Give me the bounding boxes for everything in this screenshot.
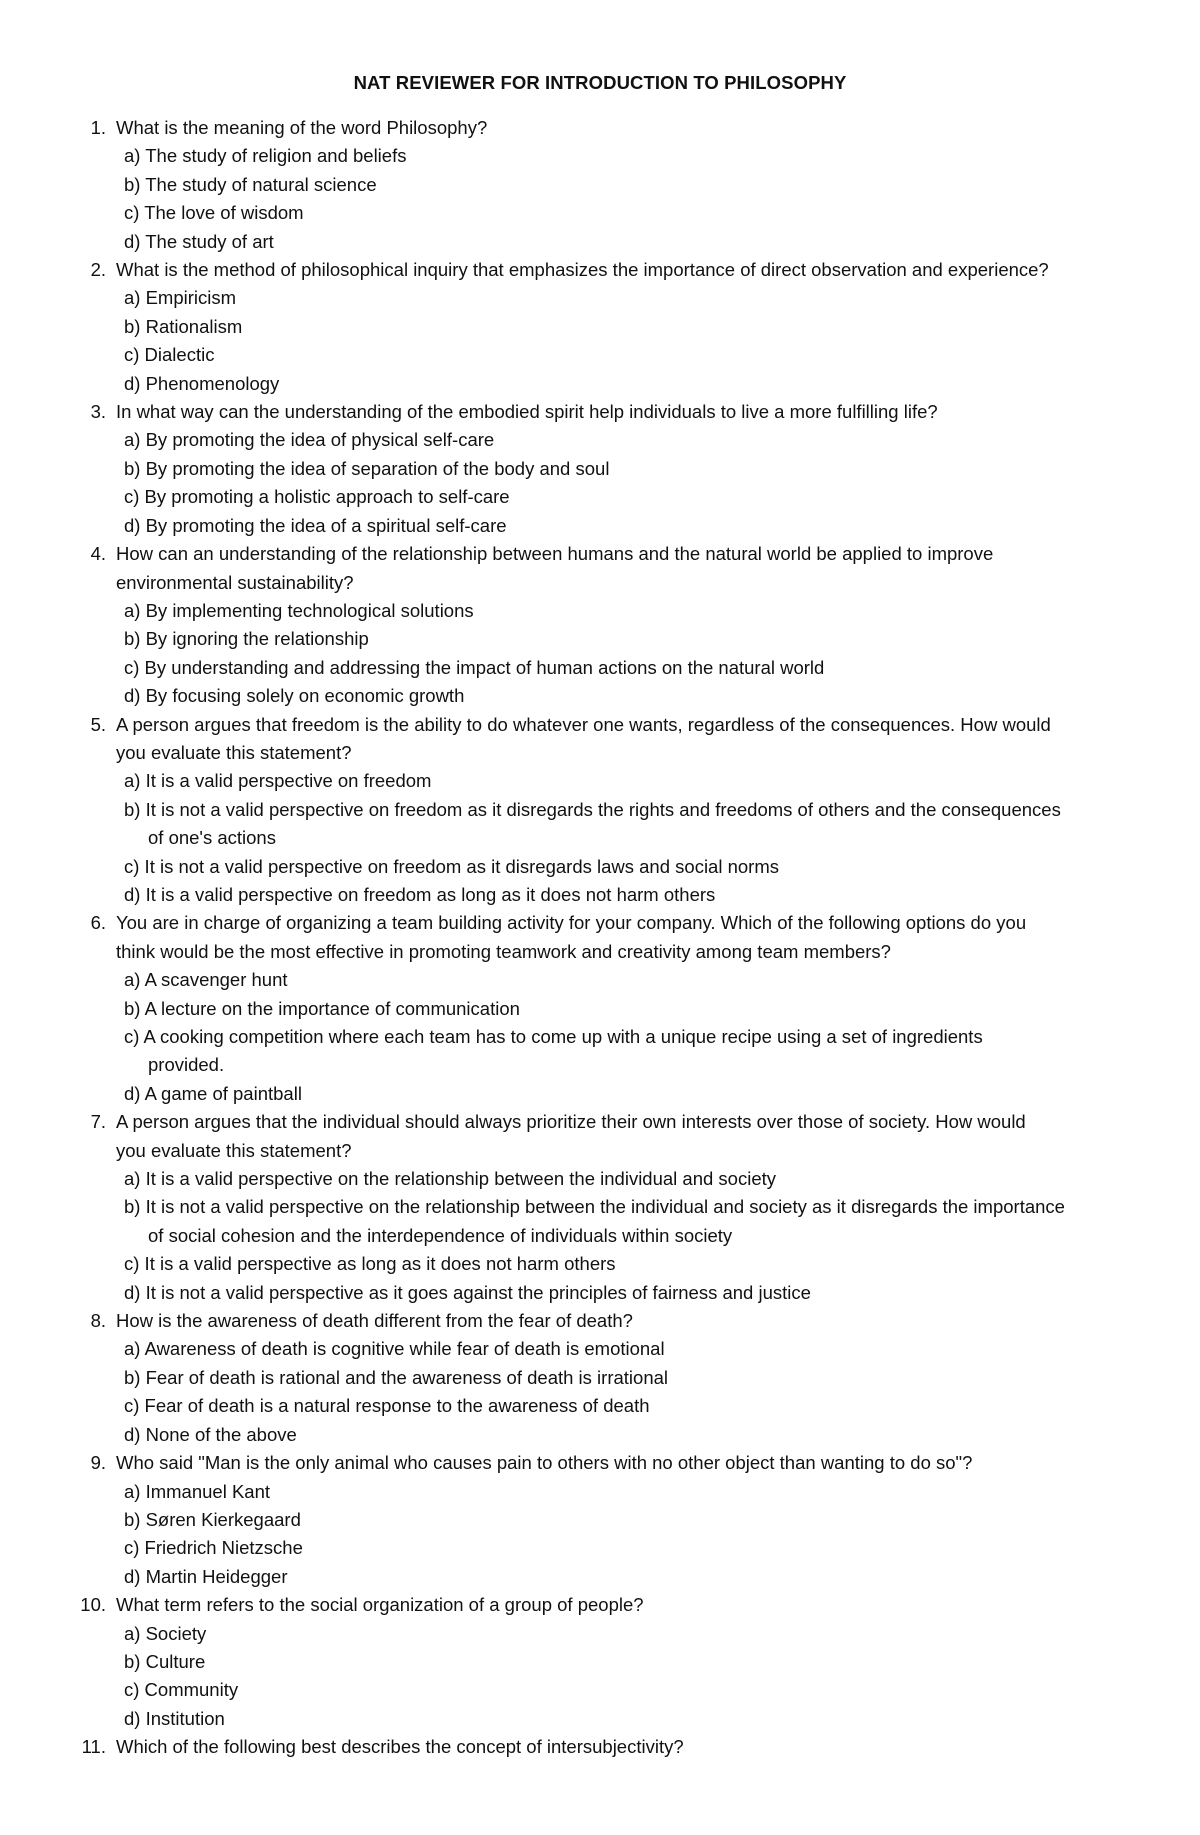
question-number: 5. <box>90 713 106 735</box>
question-text-line: A person argues that the individual should always prioritize their own interests over those of society. How would <box>116 1111 1026 1133</box>
question-text: Which of the following best describes the concept of intersubjectivity? <box>116 1736 684 1758</box>
question-number: 7. <box>90 1111 106 1133</box>
option-b: b) By promoting the idea of separation of the body and soul <box>124 457 610 479</box>
option-c: c) By promoting a holistic approach to self-care <box>124 486 510 508</box>
option-b: b) Fear of death is rational and the awareness of death is irrational <box>124 1366 669 1388</box>
option-c <box>124 1023 1146 1080</box>
option-d: d) A game of paintball <box>124 1082 302 1104</box>
option-a: a) By promoting the idea of physical self-care <box>124 429 495 451</box>
question-number: 3. <box>90 401 106 423</box>
question-8 <box>66 1307 1146 1335</box>
question-number: 10. <box>80 1594 106 1616</box>
option-b <box>124 796 1146 853</box>
question-3 <box>66 398 1146 426</box>
option-a: a) By implementing technological solutions <box>124 599 474 621</box>
question-9 <box>66 1449 1146 1477</box>
question-text <box>106 540 1136 597</box>
option-a: a) The study of religion and beliefs <box>124 145 407 167</box>
option-a: a) It is a valid perspective on the relationship between the individual and society <box>124 1168 776 1190</box>
question-text <box>106 909 1136 966</box>
question-text: What is the method of philosophical inquiry that emphasizes the importance of direct observation and experience? <box>116 259 1049 281</box>
option-line: of social cohesion and the interdependence of individuals within society <box>148 1224 733 1246</box>
option-c: c) By understanding and addressing the impact of human actions on the natural world <box>124 656 825 678</box>
question-number: 6. <box>90 912 106 934</box>
question-text <box>106 711 1136 768</box>
option-line: b) It is not a valid perspective on freedom as it disregards the rights and freedoms of others and the consequences <box>124 798 1061 820</box>
document-title: NAT REVIEWER FOR INTRODUCTION TO PHILOSOPHY <box>353 72 847 93</box>
question-text <box>106 1108 1136 1165</box>
option-c: c) The love of wisdom <box>124 202 304 224</box>
question-number: 1. <box>90 117 106 138</box>
question-6 <box>66 909 1146 966</box>
question-7 <box>66 1108 1146 1165</box>
option-d: d) By focusing solely on economic growth <box>124 685 465 707</box>
question-4 <box>66 540 1146 597</box>
option-c: c) Friedrich Nietzsche <box>124 1537 303 1559</box>
question-list <box>66 114 1146 1762</box>
question-number: 9. <box>90 1452 106 1474</box>
question-1 <box>66 114 1146 142</box>
option-d: d) None of the above <box>124 1423 297 1445</box>
question-number: 11. <box>81 1736 106 1758</box>
option-a: a) It is a valid perspective on freedom <box>124 770 432 792</box>
question-5 <box>66 711 1146 768</box>
option-d: d) It is not a valid perspective as it goes against the principles of fairness and justice <box>124 1281 811 1303</box>
option-d: d) It is a valid perspective on freedom as long as it does not harm others <box>124 883 716 905</box>
option-c: c) It is a valid perspective as long as it does not harm others <box>124 1253 616 1275</box>
option-b: b) Søren Kierkegaard <box>124 1508 301 1530</box>
option-b: b) The study of natural science <box>124 173 377 195</box>
option-line: provided. <box>148 1054 225 1076</box>
question-text-line: How can an understanding of the relationship between humans and the natural world be applied to improve <box>116 543 994 565</box>
option-d: d) Martin Heidegger <box>124 1565 288 1587</box>
option-b: b) Culture <box>124 1650 206 1672</box>
option-line: b) It is not a valid perspective on the relationship between the individual and society as it disregards the importance <box>124 1196 1065 1218</box>
option-c: c) Fear of death is a natural response to the awareness of death <box>124 1395 650 1417</box>
option-b: b) By ignoring the relationship <box>124 628 369 650</box>
question-number: 4. <box>90 543 106 565</box>
question-text-line: you evaluate this statement? <box>116 1139 352 1161</box>
option-a: a) Immanuel Kant <box>124 1480 271 1502</box>
option-c: c) Dialectic <box>124 344 215 366</box>
question-10 <box>66 1591 1146 1619</box>
option-a: a) Society <box>124 1622 207 1644</box>
option-d: d) Institution <box>124 1707 225 1729</box>
question-text-line: you evaluate this statement? <box>116 741 352 763</box>
question-text: In what way can the understanding of the embodied spirit help individuals to live a more fulfilling life? <box>116 401 938 423</box>
question-number: 2. <box>90 259 106 281</box>
question-11 <box>66 1733 1146 1761</box>
option-a: a) Awareness of death is cognitive while fear of death is emotional <box>124 1338 665 1360</box>
option-b <box>124 1193 1146 1250</box>
option-d: d) The study of art <box>124 230 274 252</box>
option-d: d) Phenomenology <box>124 372 280 394</box>
question-text: How is the awareness of death different from the fear of death? <box>116 1310 633 1332</box>
question-text-line: You are in charge of organizing a team building activity for your company. Which of the following options do you <box>116 912 1027 934</box>
option-line: of one's actions <box>148 827 276 849</box>
question-text-line: A person argues that freedom is the ability to do whatever one wants, regardless of the consequences. How would <box>116 713 1051 735</box>
option-c: c) It is not a valid perspective on freedom as it disregards laws and social norms <box>124 855 779 877</box>
option-b: b) A lecture on the importance of communication <box>124 997 520 1019</box>
option-line: c) A cooking competition where each team has to come up with a unique recipe using a set of ingredients <box>124 1026 983 1047</box>
question-text-line: environmental sustainability? <box>116 571 354 593</box>
question-number: 8. <box>90 1310 106 1332</box>
option-b: b) Rationalism <box>124 315 243 337</box>
option-a: a) Empiricism <box>124 287 237 309</box>
option-d: d) By promoting the idea of a spiritual self-care <box>124 514 507 536</box>
question-text: What is the meaning of the word Philosophy? <box>116 117 488 138</box>
question-2 <box>66 256 1146 284</box>
question-text-line: think would be the most effective in promoting teamwork and creativity among team members? <box>116 940 891 962</box>
question-text: What term refers to the social organization of a group of people? <box>116 1594 644 1616</box>
option-c: c) Community <box>124 1679 239 1701</box>
question-text: Who said "Man is the only animal who causes pain to others with no other object than wanting to do so"? <box>116 1452 973 1474</box>
option-a: a) A scavenger hunt <box>124 969 288 991</box>
